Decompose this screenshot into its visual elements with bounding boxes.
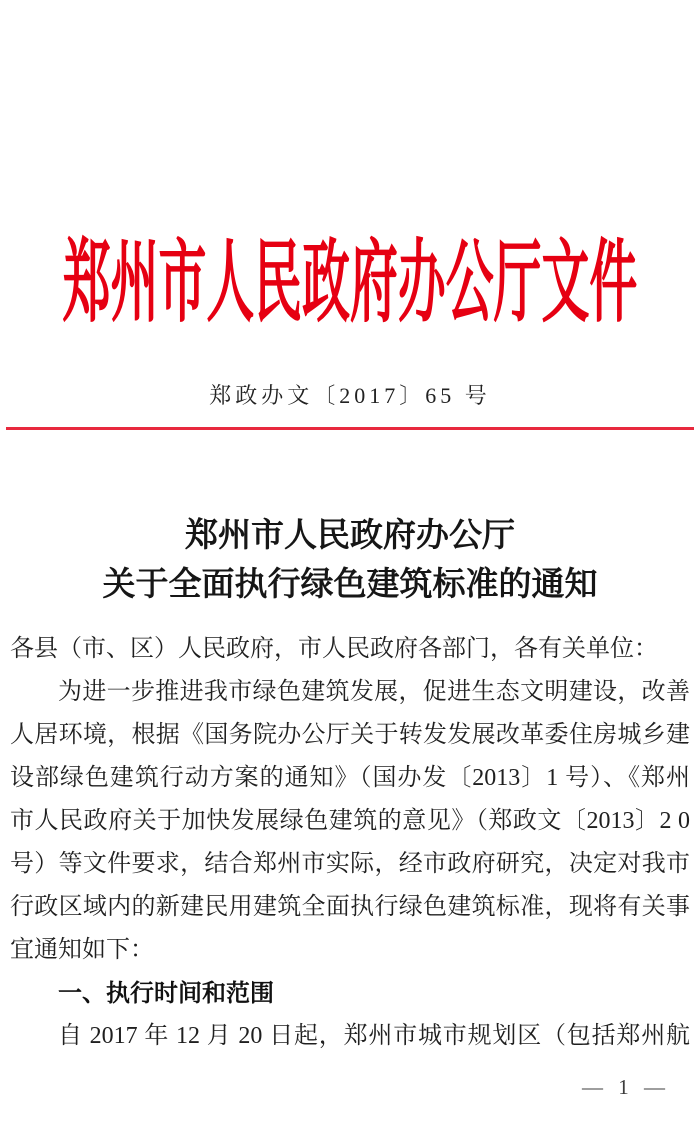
body-text-line: 为进一步推进我市绿色建筑发展，促进生态文明建设，改善 (58, 679, 690, 705)
body-text-line: 人居环境，根据《国务院办公厅关于转发发展改革委住房城乡建 (10, 722, 690, 748)
doc-title-line1: 郑州市人民政府办公厅 (185, 518, 515, 554)
body-text (0, 628, 700, 1058)
doc-title-line2: 关于全面执行绿色建筑标准的通知 (102, 567, 598, 603)
page-footer (0, 1075, 700, 1099)
doc-number: 郑政办文〔2017〕65 号 (209, 383, 491, 408)
body-text-line: 自 2017 年 12 月 20 日起，郑州市城市规划区（包括郑州航 (58, 1023, 690, 1049)
doc-title (0, 512, 700, 610)
body-text-line: 市人民政府关于加快发展绿色建筑的意见》（郑政文〔2013〕2 0 (10, 808, 690, 834)
body-text-line: 宜通知如下： (10, 937, 154, 963)
body-text-line: 一、执行时间和范围 (58, 980, 274, 1007)
body-text-line: 号）等文件要求，结合郑州市实际，经市政府研究，决定对我市 (10, 851, 690, 877)
body-text-line: 设部绿色建筑行动方案的通知》（国办发〔2013〕1 号）、《郑州 (10, 765, 690, 791)
body-text-line: 各县（市、区）人民政府，市人民政府各部门，各有关单位： (10, 636, 658, 662)
masthead-title: 郑州市人民政府办公厅文件 (62, 233, 638, 334)
masthead (0, 233, 700, 334)
body-text-line: 行政区域内的新建民用建筑全面执行绿色建筑标准，现将有关事 (10, 894, 690, 920)
red-divider (6, 427, 694, 430)
page-number: — 1 — (582, 1075, 670, 1099)
